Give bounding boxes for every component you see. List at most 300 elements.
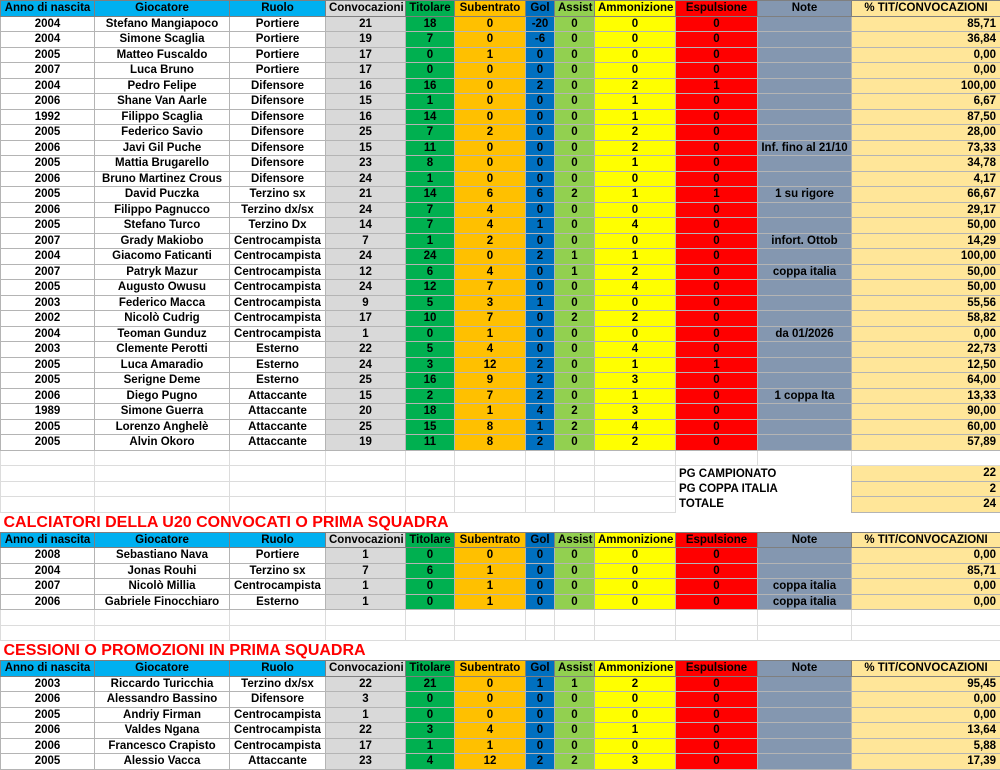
role-cell[interactable]: Centrocampista bbox=[230, 311, 326, 327]
player-name-cell[interactable]: Grady Makiobo bbox=[95, 233, 230, 249]
note-cell[interactable] bbox=[758, 295, 852, 311]
convocazioni-cell[interactable]: 25 bbox=[326, 125, 406, 141]
summary-value[interactable]: 24 bbox=[852, 497, 1000, 513]
convocazioni-cell[interactable]: 22 bbox=[326, 723, 406, 739]
pct-titolare-cell[interactable]: 95,45 bbox=[852, 676, 1000, 692]
ammonizione-cell[interactable]: 0 bbox=[595, 202, 676, 218]
ammonizione-cell[interactable]: 0 bbox=[595, 63, 676, 79]
ammonizione-cell[interactable]: 2 bbox=[595, 264, 676, 280]
subentrato-cell[interactable]: 0 bbox=[455, 548, 526, 564]
empty-cell[interactable] bbox=[326, 625, 406, 641]
subentrato-cell[interactable]: 0 bbox=[455, 78, 526, 94]
role-cell[interactable]: Difensore bbox=[230, 94, 326, 110]
subentrato-cell[interactable]: 1 bbox=[455, 326, 526, 342]
ammonizione-cell[interactable]: 1 bbox=[595, 187, 676, 203]
espulsione-cell[interactable]: 0 bbox=[676, 388, 758, 404]
subentrato-cell[interactable]: 1 bbox=[455, 738, 526, 754]
assist-cell[interactable]: 0 bbox=[555, 140, 595, 156]
role-cell[interactable]: Terzino Dx bbox=[230, 218, 326, 234]
empty-cell[interactable] bbox=[95, 450, 230, 466]
titolare-cell[interactable]: 0 bbox=[406, 579, 455, 595]
empty-cell[interactable] bbox=[230, 450, 326, 466]
convocazioni-cell[interactable]: 17 bbox=[326, 738, 406, 754]
player-name-cell[interactable]: Luca Amaradio bbox=[95, 357, 230, 373]
convocazioni-cell[interactable]: 24 bbox=[326, 280, 406, 296]
gol-cell[interactable]: 0 bbox=[526, 47, 555, 63]
gol-cell[interactable]: 0 bbox=[526, 342, 555, 358]
espulsione-cell[interactable]: 0 bbox=[676, 707, 758, 723]
player-name-cell[interactable]: Patryk Mazur bbox=[95, 264, 230, 280]
convocazioni-cell[interactable]: 19 bbox=[326, 32, 406, 48]
role-cell[interactable]: Terzino dx/sx bbox=[230, 202, 326, 218]
ammonizione-cell[interactable]: 1 bbox=[595, 723, 676, 739]
birth-year-cell[interactable]: 2006 bbox=[1, 171, 95, 187]
gol-cell[interactable]: 0 bbox=[526, 171, 555, 187]
empty-cell[interactable] bbox=[555, 497, 595, 513]
ammonizione-cell[interactable]: 1 bbox=[595, 249, 676, 265]
pct-titolare-cell[interactable]: 0,00 bbox=[852, 326, 1000, 342]
assist-cell[interactable]: 0 bbox=[555, 63, 595, 79]
note-cell[interactable] bbox=[758, 94, 852, 110]
empty-cell[interactable] bbox=[455, 481, 526, 497]
titolare-cell[interactable]: 1 bbox=[406, 94, 455, 110]
empty-cell[interactable] bbox=[595, 450, 676, 466]
pct-titolare-cell[interactable]: 5,88 bbox=[852, 738, 1000, 754]
empty-cell[interactable] bbox=[555, 481, 595, 497]
titolare-cell[interactable]: 7 bbox=[406, 218, 455, 234]
titolare-cell[interactable]: 12 bbox=[406, 280, 455, 296]
note-cell[interactable] bbox=[758, 156, 852, 172]
convocazioni-cell[interactable]: 24 bbox=[326, 202, 406, 218]
ammonizione-cell[interactable]: 2 bbox=[595, 676, 676, 692]
empty-cell[interactable] bbox=[95, 610, 230, 626]
espulsione-cell[interactable]: 0 bbox=[676, 754, 758, 770]
espulsione-cell[interactable]: 0 bbox=[676, 94, 758, 110]
subentrato-cell[interactable]: 2 bbox=[455, 125, 526, 141]
convocazioni-cell[interactable]: 21 bbox=[326, 16, 406, 32]
birth-year-cell[interactable]: 2005 bbox=[1, 373, 95, 389]
gol-cell[interactable]: 0 bbox=[526, 94, 555, 110]
espulsione-cell[interactable]: 0 bbox=[676, 326, 758, 342]
gol-cell[interactable]: 2 bbox=[526, 78, 555, 94]
ammonizione-cell[interactable]: 2 bbox=[595, 125, 676, 141]
subentrato-cell[interactable]: 9 bbox=[455, 373, 526, 389]
note-cell[interactable] bbox=[758, 738, 852, 754]
espulsione-cell[interactable]: 0 bbox=[676, 249, 758, 265]
subentrato-cell[interactable]: 1 bbox=[455, 594, 526, 610]
pct-titolare-cell[interactable]: 50,00 bbox=[852, 264, 1000, 280]
empty-cell[interactable] bbox=[95, 466, 230, 482]
player-name-cell[interactable]: Simone Guerra bbox=[95, 404, 230, 420]
role-cell[interactable]: Difensore bbox=[230, 78, 326, 94]
role-cell[interactable]: Portiere bbox=[230, 63, 326, 79]
note-cell[interactable] bbox=[758, 419, 852, 435]
summary-value[interactable]: 22 bbox=[852, 466, 1000, 482]
birth-year-cell[interactable]: 2004 bbox=[1, 249, 95, 265]
titolare-cell[interactable]: 7 bbox=[406, 32, 455, 48]
pct-titolare-cell[interactable]: 73,33 bbox=[852, 140, 1000, 156]
note-cell[interactable] bbox=[758, 249, 852, 265]
subentrato-cell[interactable]: 0 bbox=[455, 692, 526, 708]
assist-cell[interactable]: 0 bbox=[555, 94, 595, 110]
subentrato-cell[interactable]: 1 bbox=[455, 404, 526, 420]
subentrato-cell[interactable]: 0 bbox=[455, 16, 526, 32]
empty-cell[interactable] bbox=[526, 450, 555, 466]
birth-year-cell[interactable]: 2005 bbox=[1, 280, 95, 296]
birth-year-cell[interactable]: 2007 bbox=[1, 264, 95, 280]
ammonizione-cell[interactable]: 4 bbox=[595, 280, 676, 296]
role-cell[interactable]: Centrocampista bbox=[230, 579, 326, 595]
empty-cell[interactable] bbox=[758, 625, 852, 641]
empty-cell[interactable] bbox=[595, 610, 676, 626]
note-cell[interactable]: 1 su rigore bbox=[758, 187, 852, 203]
birth-year-cell[interactable]: 2005 bbox=[1, 435, 95, 451]
convocazioni-cell[interactable]: 1 bbox=[326, 548, 406, 564]
empty-cell[interactable] bbox=[455, 450, 526, 466]
assist-cell[interactable]: 1 bbox=[555, 676, 595, 692]
convocazioni-cell[interactable]: 23 bbox=[326, 754, 406, 770]
birth-year-cell[interactable]: 2007 bbox=[1, 233, 95, 249]
gol-cell[interactable]: 2 bbox=[526, 249, 555, 265]
ammonizione-cell[interactable]: 1 bbox=[595, 156, 676, 172]
birth-year-cell[interactable]: 2006 bbox=[1, 594, 95, 610]
espulsione-cell[interactable]: 0 bbox=[676, 419, 758, 435]
role-cell[interactable]: Centrocampista bbox=[230, 738, 326, 754]
pct-titolare-cell[interactable]: 50,00 bbox=[852, 218, 1000, 234]
espulsione-cell[interactable]: 0 bbox=[676, 16, 758, 32]
convocazioni-cell[interactable]: 3 bbox=[326, 692, 406, 708]
role-cell[interactable]: Attaccante bbox=[230, 419, 326, 435]
gol-cell[interactable]: 2 bbox=[526, 435, 555, 451]
titolare-cell[interactable]: 1 bbox=[406, 171, 455, 187]
empty-cell[interactable] bbox=[1, 497, 95, 513]
empty-cell[interactable] bbox=[526, 481, 555, 497]
empty-cell[interactable] bbox=[230, 610, 326, 626]
espulsione-cell[interactable]: 0 bbox=[676, 342, 758, 358]
pct-titolare-cell[interactable]: 50,00 bbox=[852, 280, 1000, 296]
note-cell[interactable] bbox=[758, 202, 852, 218]
assist-cell[interactable]: 0 bbox=[555, 388, 595, 404]
role-cell[interactable]: Portiere bbox=[230, 16, 326, 32]
player-name-cell[interactable]: Filippo Pagnucco bbox=[95, 202, 230, 218]
birth-year-cell[interactable]: 2005 bbox=[1, 47, 95, 63]
player-name-cell[interactable]: Diego Pugno bbox=[95, 388, 230, 404]
birth-year-cell[interactable]: 2007 bbox=[1, 579, 95, 595]
assist-cell[interactable]: 0 bbox=[555, 563, 595, 579]
espulsione-cell[interactable]: 1 bbox=[676, 357, 758, 373]
espulsione-cell[interactable]: 0 bbox=[676, 548, 758, 564]
birth-year-cell[interactable]: 2005 bbox=[1, 156, 95, 172]
birth-year-cell[interactable]: 2006 bbox=[1, 202, 95, 218]
gol-cell[interactable]: 6 bbox=[526, 187, 555, 203]
birth-year-cell[interactable]: 2004 bbox=[1, 326, 95, 342]
note-cell[interactable] bbox=[758, 723, 852, 739]
role-cell[interactable]: Centrocampista bbox=[230, 280, 326, 296]
titolare-cell[interactable]: 10 bbox=[406, 311, 455, 327]
birth-year-cell[interactable]: 2005 bbox=[1, 125, 95, 141]
pct-titolare-cell[interactable]: 55,56 bbox=[852, 295, 1000, 311]
espulsione-cell[interactable]: 0 bbox=[676, 109, 758, 125]
convocazioni-cell[interactable]: 23 bbox=[326, 156, 406, 172]
note-cell[interactable] bbox=[758, 404, 852, 420]
role-cell[interactable]: Centrocampista bbox=[230, 233, 326, 249]
role-cell[interactable]: Centrocampista bbox=[230, 326, 326, 342]
birth-year-cell[interactable]: 2005 bbox=[1, 707, 95, 723]
empty-cell[interactable] bbox=[406, 625, 455, 641]
assist-cell[interactable]: 2 bbox=[555, 754, 595, 770]
player-name-cell[interactable]: Serigne Deme bbox=[95, 373, 230, 389]
titolare-cell[interactable]: 3 bbox=[406, 723, 455, 739]
role-cell[interactable]: Centrocampista bbox=[230, 723, 326, 739]
role-cell[interactable]: Portiere bbox=[230, 47, 326, 63]
birth-year-cell[interactable]: 2006 bbox=[1, 692, 95, 708]
subentrato-cell[interactable]: 4 bbox=[455, 218, 526, 234]
assist-cell[interactable]: 0 bbox=[555, 357, 595, 373]
ammonizione-cell[interactable]: 0 bbox=[595, 594, 676, 610]
note-cell[interactable] bbox=[758, 32, 852, 48]
player-name-cell[interactable]: Shane Van Aarle bbox=[95, 94, 230, 110]
pct-titolare-cell[interactable]: 0,00 bbox=[852, 548, 1000, 564]
role-cell[interactable]: Centrocampista bbox=[230, 264, 326, 280]
assist-cell[interactable]: 0 bbox=[555, 202, 595, 218]
gol-cell[interactable]: 1 bbox=[526, 218, 555, 234]
subentrato-cell[interactable]: 8 bbox=[455, 419, 526, 435]
convocazioni-cell[interactable]: 7 bbox=[326, 563, 406, 579]
ammonizione-cell[interactable]: 3 bbox=[595, 754, 676, 770]
espulsione-cell[interactable]: 0 bbox=[676, 32, 758, 48]
pct-titolare-cell[interactable]: 12,50 bbox=[852, 357, 1000, 373]
ammonizione-cell[interactable]: 1 bbox=[595, 388, 676, 404]
convocazioni-cell[interactable]: 19 bbox=[326, 435, 406, 451]
pct-titolare-cell[interactable]: 13,33 bbox=[852, 388, 1000, 404]
note-cell[interactable] bbox=[758, 78, 852, 94]
empty-cell[interactable] bbox=[1, 450, 95, 466]
espulsione-cell[interactable]: 0 bbox=[676, 295, 758, 311]
pct-titolare-cell[interactable]: 17,39 bbox=[852, 754, 1000, 770]
birth-year-cell[interactable]: 2003 bbox=[1, 676, 95, 692]
ammonizione-cell[interactable]: 4 bbox=[595, 342, 676, 358]
titolare-cell[interactable]: 6 bbox=[406, 563, 455, 579]
subentrato-cell[interactable]: 0 bbox=[455, 63, 526, 79]
convocazioni-cell[interactable]: 12 bbox=[326, 264, 406, 280]
espulsione-cell[interactable]: 0 bbox=[676, 563, 758, 579]
titolare-cell[interactable]: 4 bbox=[406, 754, 455, 770]
gol-cell[interactable]: 2 bbox=[526, 388, 555, 404]
role-cell[interactable]: Terzino sx bbox=[230, 563, 326, 579]
empty-cell[interactable] bbox=[406, 466, 455, 482]
gol-cell[interactable]: 0 bbox=[526, 707, 555, 723]
gol-cell[interactable]: 0 bbox=[526, 311, 555, 327]
player-name-cell[interactable]: Giacomo Faticanti bbox=[95, 249, 230, 265]
espulsione-cell[interactable]: 0 bbox=[676, 218, 758, 234]
birth-year-cell[interactable]: 1992 bbox=[1, 109, 95, 125]
birth-year-cell[interactable]: 2002 bbox=[1, 311, 95, 327]
pct-titolare-cell[interactable]: 90,00 bbox=[852, 404, 1000, 420]
gol-cell[interactable]: 4 bbox=[526, 404, 555, 420]
convocazioni-cell[interactable]: 17 bbox=[326, 47, 406, 63]
ammonizione-cell[interactable]: 3 bbox=[595, 373, 676, 389]
note-cell[interactable] bbox=[758, 563, 852, 579]
subentrato-cell[interactable]: 7 bbox=[455, 311, 526, 327]
convocazioni-cell[interactable]: 16 bbox=[326, 78, 406, 94]
player-name-cell[interactable]: Andriy Firman bbox=[95, 707, 230, 723]
player-name-cell[interactable]: Federico Macca bbox=[95, 295, 230, 311]
empty-cell[interactable] bbox=[852, 610, 1000, 626]
gol-cell[interactable]: 2 bbox=[526, 754, 555, 770]
birth-year-cell[interactable]: 2006 bbox=[1, 738, 95, 754]
empty-cell[interactable] bbox=[526, 497, 555, 513]
player-name-cell[interactable]: Sebastiano Nava bbox=[95, 548, 230, 564]
convocazioni-cell[interactable]: 9 bbox=[326, 295, 406, 311]
ammonizione-cell[interactable]: 4 bbox=[595, 419, 676, 435]
pct-titolare-cell[interactable]: 13,64 bbox=[852, 723, 1000, 739]
player-name-cell[interactable]: Stefano Turco bbox=[95, 218, 230, 234]
note-cell[interactable] bbox=[758, 311, 852, 327]
empty-cell[interactable] bbox=[555, 610, 595, 626]
gol-cell[interactable]: 0 bbox=[526, 280, 555, 296]
empty-cell[interactable] bbox=[1, 481, 95, 497]
assist-cell[interactable]: 0 bbox=[555, 156, 595, 172]
player-name-cell[interactable]: Nicolò Cudrig bbox=[95, 311, 230, 327]
titolare-cell[interactable]: 18 bbox=[406, 404, 455, 420]
empty-cell[interactable] bbox=[406, 481, 455, 497]
ammonizione-cell[interactable]: 0 bbox=[595, 326, 676, 342]
pct-titolare-cell[interactable]: 85,71 bbox=[852, 563, 1000, 579]
birth-year-cell[interactable]: 2004 bbox=[1, 78, 95, 94]
titolare-cell[interactable]: 0 bbox=[406, 692, 455, 708]
role-cell[interactable]: Esterno bbox=[230, 357, 326, 373]
note-cell[interactable] bbox=[758, 707, 852, 723]
empty-cell[interactable] bbox=[406, 610, 455, 626]
subentrato-cell[interactable]: 0 bbox=[455, 676, 526, 692]
note-cell[interactable] bbox=[758, 109, 852, 125]
note-cell[interactable] bbox=[758, 47, 852, 63]
assist-cell[interactable]: 0 bbox=[555, 280, 595, 296]
gol-cell[interactable]: -20 bbox=[526, 16, 555, 32]
pct-titolare-cell[interactable]: 0,00 bbox=[852, 63, 1000, 79]
pct-titolare-cell[interactable]: 28,00 bbox=[852, 125, 1000, 141]
convocazioni-cell[interactable]: 22 bbox=[326, 676, 406, 692]
note-cell[interactable] bbox=[758, 125, 852, 141]
role-cell[interactable]: Difensore bbox=[230, 171, 326, 187]
assist-cell[interactable]: 2 bbox=[555, 404, 595, 420]
convocazioni-cell[interactable]: 17 bbox=[326, 63, 406, 79]
empty-cell[interactable] bbox=[526, 466, 555, 482]
empty-cell[interactable] bbox=[595, 466, 676, 482]
espulsione-cell[interactable]: 0 bbox=[676, 676, 758, 692]
assist-cell[interactable]: 0 bbox=[555, 171, 595, 187]
empty-cell[interactable] bbox=[95, 481, 230, 497]
espulsione-cell[interactable]: 0 bbox=[676, 264, 758, 280]
empty-cell[interactable] bbox=[230, 481, 326, 497]
subentrato-cell[interactable]: 4 bbox=[455, 264, 526, 280]
assist-cell[interactable]: 0 bbox=[555, 707, 595, 723]
ammonizione-cell[interactable]: 2 bbox=[595, 311, 676, 327]
note-cell[interactable] bbox=[758, 342, 852, 358]
role-cell[interactable]: Difensore bbox=[230, 692, 326, 708]
ammonizione-cell[interactable]: 0 bbox=[595, 32, 676, 48]
ammonizione-cell[interactable]: 0 bbox=[595, 171, 676, 187]
assist-cell[interactable]: 0 bbox=[555, 579, 595, 595]
note-cell[interactable]: Inf. fino al 21/10 bbox=[758, 140, 852, 156]
assist-cell[interactable]: 0 bbox=[555, 326, 595, 342]
subentrato-cell[interactable]: 0 bbox=[455, 707, 526, 723]
gol-cell[interactable]: 0 bbox=[526, 548, 555, 564]
gol-cell[interactable]: 0 bbox=[526, 326, 555, 342]
empty-cell[interactable] bbox=[455, 610, 526, 626]
convocazioni-cell[interactable]: 17 bbox=[326, 311, 406, 327]
player-name-cell[interactable]: Augusto Owusu bbox=[95, 280, 230, 296]
titolare-cell[interactable]: 8 bbox=[406, 156, 455, 172]
note-cell[interactable]: 1 coppa Ita bbox=[758, 388, 852, 404]
espulsione-cell[interactable]: 0 bbox=[676, 594, 758, 610]
empty-cell[interactable] bbox=[326, 450, 406, 466]
player-name-cell[interactable]: Matteo Fuscaldo bbox=[95, 47, 230, 63]
convocazioni-cell[interactable]: 24 bbox=[326, 357, 406, 373]
birth-year-cell[interactable]: 2008 bbox=[1, 548, 95, 564]
titolare-cell[interactable]: 0 bbox=[406, 63, 455, 79]
subentrato-cell[interactable]: 3 bbox=[455, 295, 526, 311]
birth-year-cell[interactable]: 2005 bbox=[1, 754, 95, 770]
birth-year-cell[interactable]: 2006 bbox=[1, 723, 95, 739]
subentrato-cell[interactable]: 4 bbox=[455, 202, 526, 218]
espulsione-cell[interactable]: 0 bbox=[676, 156, 758, 172]
assist-cell[interactable]: 0 bbox=[555, 342, 595, 358]
assist-cell[interactable]: 0 bbox=[555, 32, 595, 48]
birth-year-cell[interactable]: 2004 bbox=[1, 32, 95, 48]
role-cell[interactable]: Difensore bbox=[230, 156, 326, 172]
empty-cell[interactable] bbox=[595, 481, 676, 497]
player-name-cell[interactable]: Mattia Brugarello bbox=[95, 156, 230, 172]
role-cell[interactable]: Difensore bbox=[230, 109, 326, 125]
empty-cell[interactable] bbox=[455, 497, 526, 513]
assist-cell[interactable]: 1 bbox=[555, 249, 595, 265]
gol-cell[interactable]: 0 bbox=[526, 563, 555, 579]
empty-cell[interactable] bbox=[852, 625, 1000, 641]
birth-year-cell[interactable]: 2004 bbox=[1, 563, 95, 579]
pct-titolare-cell[interactable]: 29,17 bbox=[852, 202, 1000, 218]
pct-titolare-cell[interactable]: 58,82 bbox=[852, 311, 1000, 327]
empty-cell[interactable] bbox=[326, 466, 406, 482]
player-name-cell[interactable]: Alessandro Bassino bbox=[95, 692, 230, 708]
player-name-cell[interactable]: David Puczka bbox=[95, 187, 230, 203]
pct-titolare-cell[interactable]: 4,17 bbox=[852, 171, 1000, 187]
titolare-cell[interactable]: 7 bbox=[406, 125, 455, 141]
player-name-cell[interactable]: Pedro Felipe bbox=[95, 78, 230, 94]
pct-titolare-cell[interactable]: 100,00 bbox=[852, 249, 1000, 265]
note-cell[interactable] bbox=[758, 435, 852, 451]
pct-titolare-cell[interactable]: 87,50 bbox=[852, 109, 1000, 125]
assist-cell[interactable]: 0 bbox=[555, 16, 595, 32]
empty-cell[interactable] bbox=[230, 497, 326, 513]
player-name-cell[interactable]: Federico Savio bbox=[95, 125, 230, 141]
summary-value[interactable]: 2 bbox=[852, 481, 1000, 497]
player-name-cell[interactable]: Francesco Crapisto bbox=[95, 738, 230, 754]
player-name-cell[interactable]: Lorenzo Anghelè bbox=[95, 419, 230, 435]
convocazioni-cell[interactable]: 22 bbox=[326, 342, 406, 358]
gol-cell[interactable]: 0 bbox=[526, 723, 555, 739]
empty-cell[interactable] bbox=[326, 481, 406, 497]
titolare-cell[interactable]: 5 bbox=[406, 295, 455, 311]
player-name-cell[interactable]: Stefano Mangiapoco bbox=[95, 16, 230, 32]
note-cell[interactable] bbox=[758, 373, 852, 389]
gol-cell[interactable]: 1 bbox=[526, 295, 555, 311]
gol-cell[interactable]: 0 bbox=[526, 202, 555, 218]
assist-cell[interactable]: 0 bbox=[555, 218, 595, 234]
player-name-cell[interactable]: Javi Gil Puche bbox=[95, 140, 230, 156]
assist-cell[interactable]: 0 bbox=[555, 233, 595, 249]
ammonizione-cell[interactable]: 0 bbox=[595, 16, 676, 32]
